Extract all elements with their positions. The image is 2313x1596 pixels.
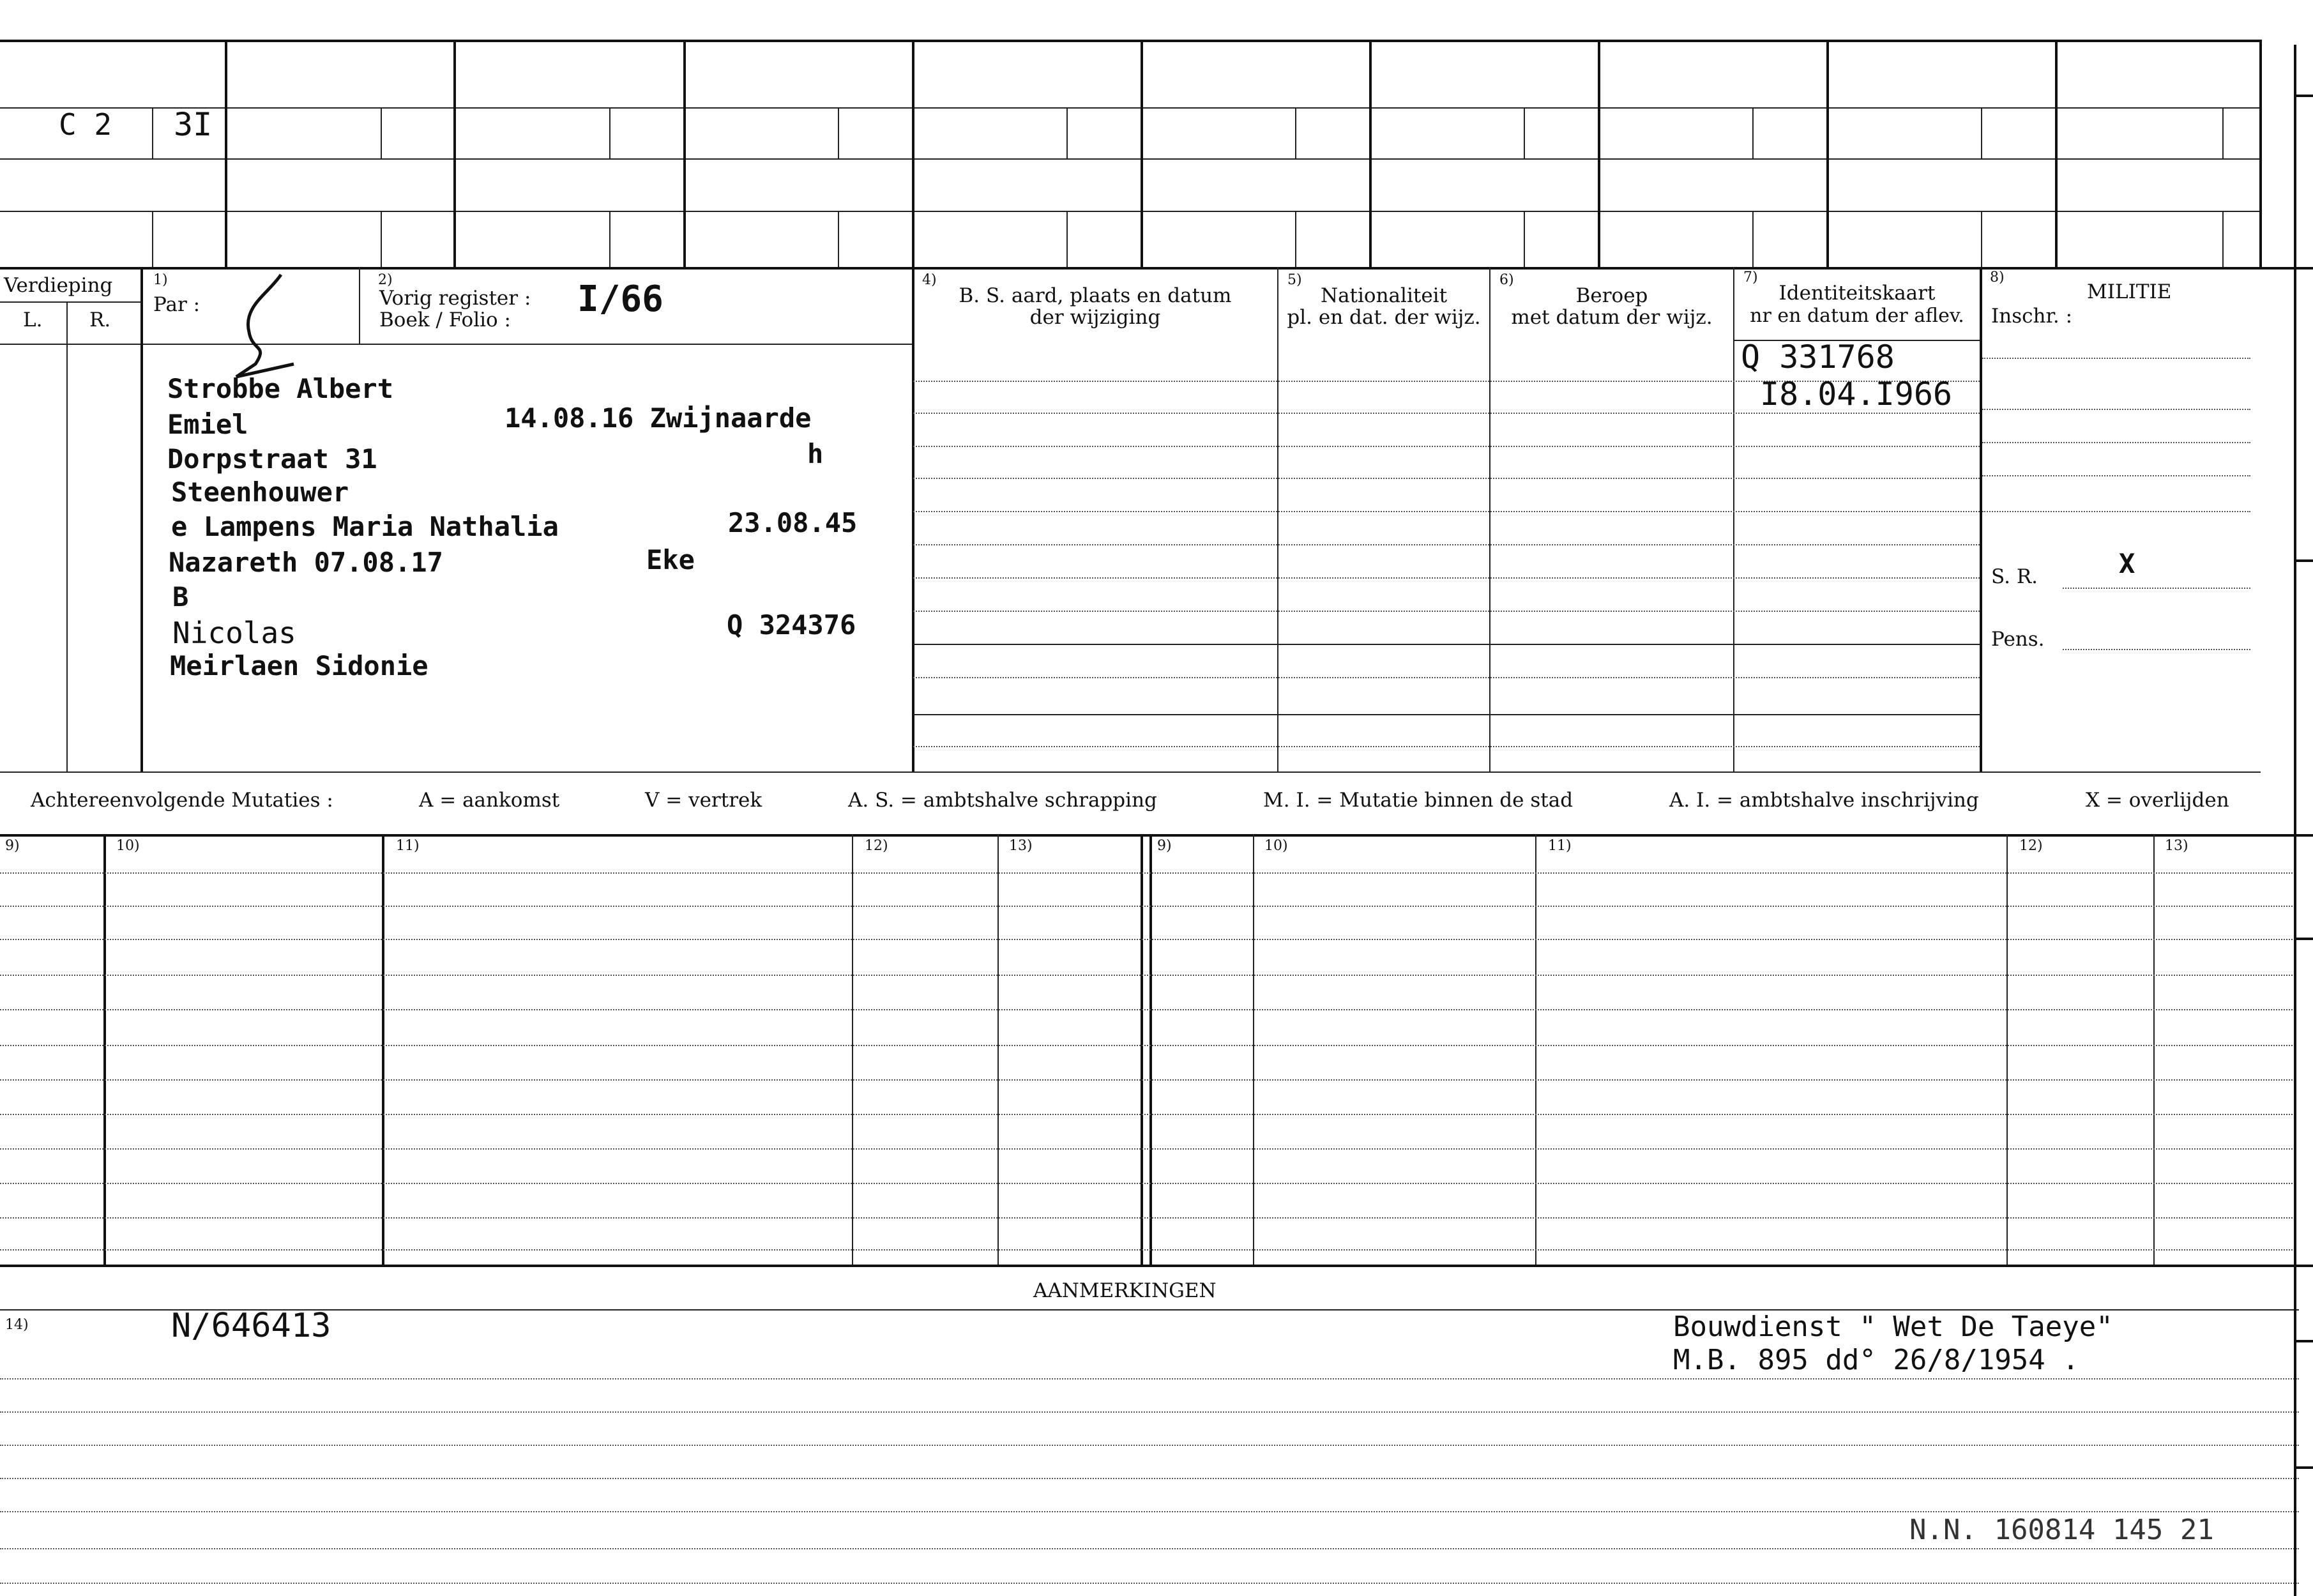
boek-folio-label: Boek / Folio :: [379, 308, 511, 331]
aanmerkingen-line2: M.B. 895 dd° 26/8/1954 .: [1673, 1344, 2079, 1376]
person-mark-h: h: [807, 438, 824, 469]
legend-as: A. S. = ambtshalve schrapping: [848, 789, 1157, 812]
sr-value: X: [2119, 548, 2135, 579]
note-2: 2): [378, 272, 393, 288]
person-line8-id: Q 324376: [727, 609, 856, 641]
person-line5: e Lampens Maria Nathalia: [171, 511, 559, 542]
person-line1: Strobbe Albert: [167, 373, 394, 404]
inschr-label: Inschr. :: [1991, 305, 2073, 328]
legend-ai: A. I. = ambtshalve inschrijving: [1669, 789, 1979, 812]
mut-left-13: 13): [1009, 838, 1033, 854]
person-line9: Meirlaen Sidonie: [170, 650, 428, 681]
mut-right-11: 11): [1548, 838, 1572, 854]
col5-line1: Nationaliteit: [1320, 284, 1448, 307]
sr-label: S. R.: [1991, 565, 2038, 588]
par-squiggle: [217, 268, 307, 383]
note-1: 1): [153, 272, 168, 288]
note-4: 4): [922, 272, 937, 288]
person-line2: Emiel: [167, 409, 248, 440]
code-a: C 2: [59, 107, 112, 142]
col6-line2: met datum der wijz.: [1511, 306, 1713, 329]
person-birth: 14.08.16 Zwijnaarde: [504, 402, 812, 434]
person-place-eke: Eke: [646, 544, 695, 575]
mut-right-10: 10): [1264, 838, 1288, 854]
col4-line2: der wijziging: [1029, 306, 1161, 329]
col7-line1: Identiteitskaart: [1778, 282, 1936, 305]
person-marriage-date: 23.08.45: [728, 507, 858, 538]
col7-line2: nr en datum der aflev.: [1750, 305, 1964, 327]
note-6: 6): [1499, 272, 1514, 288]
mut-left-12: 12): [865, 838, 888, 854]
nn-number: N.N. 160814 145 21: [1909, 1514, 2214, 1546]
pens-label: Pens.: [1991, 628, 2045, 651]
person-line8: Nicolas: [172, 616, 296, 650]
person-line3: Dorpstraat 31: [167, 443, 377, 475]
aanmerkingen-line1: Bouwdienst " Wet De Taeye": [1673, 1311, 2113, 1343]
legend-mi: M. I. = Mutatie binnen de stad: [1263, 789, 1574, 812]
aanmerkingen-ref: N/646413: [171, 1307, 331, 1345]
par-label: Par :: [153, 293, 201, 316]
legend-a: A = aankomst: [419, 789, 560, 812]
vorig-register-label: Vorig register :: [379, 287, 531, 310]
legend-v: V = vertrek: [645, 789, 762, 812]
verdieping-label: Verdieping: [4, 274, 113, 297]
mut-left-10: 10): [116, 838, 140, 854]
id-card-number: Q 331768: [1741, 338, 1895, 376]
person-line7: B: [172, 581, 189, 612]
note-5: 5): [1287, 272, 1302, 288]
mutaties-title: Achtereenvolgende Mutaties :: [31, 789, 333, 812]
note-7: 7): [1743, 270, 1758, 285]
note-14: 14): [5, 1317, 29, 1333]
mut-left-11: 11): [396, 838, 420, 854]
mut-right-9: 9): [1157, 838, 1172, 854]
col-l-label: L.: [23, 308, 43, 331]
militie-title: MILITIE: [2087, 280, 2172, 303]
col5-line2: pl. en dat. der wijz.: [1287, 306, 1481, 329]
aanmerkingen-title: AANMERKINGEN: [1033, 1279, 1217, 1302]
person-line6: Nazareth 07.08.17: [169, 547, 443, 578]
col4-line1: B. S. aard, plaats en datum: [959, 284, 1232, 307]
vorig-register-value: I/66: [577, 278, 664, 320]
col6-line1: Beroep: [1575, 284, 1648, 307]
code-b: 3I: [174, 106, 213, 143]
mut-right-12: 12): [2019, 838, 2043, 854]
person-line4: Steenhouwer: [171, 476, 349, 508]
col-r-label: R.: [89, 308, 111, 331]
id-card-date: I8.04.I966: [1760, 376, 1953, 413]
note-8: 8): [1990, 270, 2005, 285]
mut-left-9: 9): [5, 838, 20, 854]
mut-right-13: 13): [2165, 838, 2188, 854]
legend-x: X = overlijden: [2086, 789, 2229, 812]
